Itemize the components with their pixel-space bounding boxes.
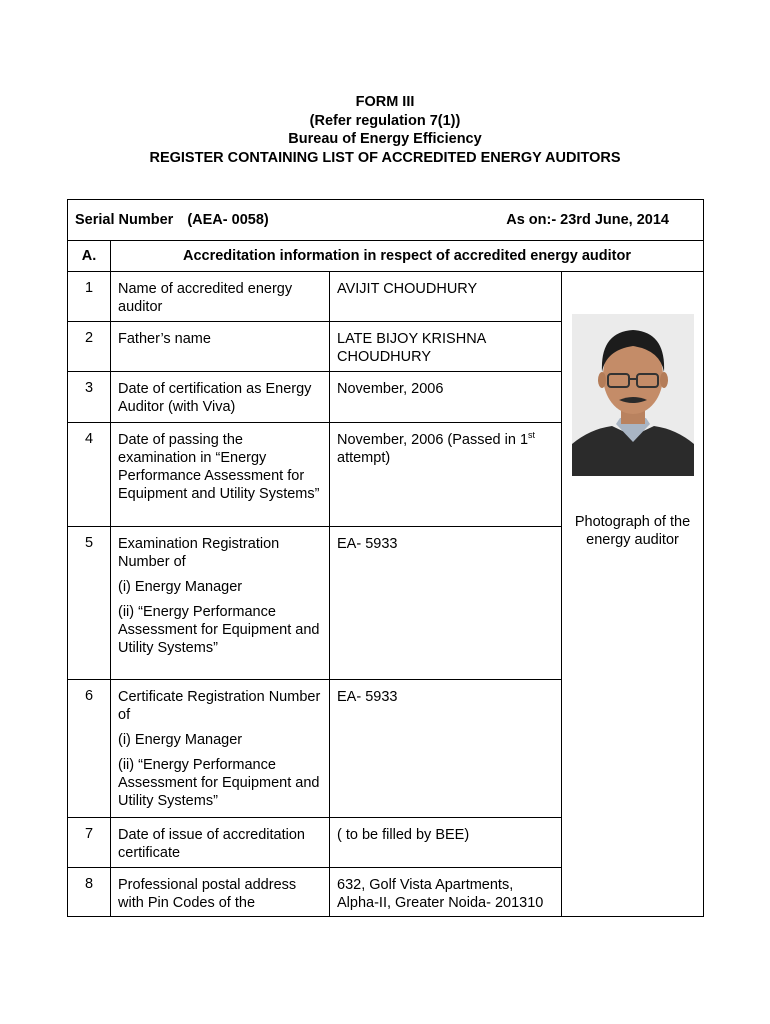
- row-value: November, 2006: [330, 372, 562, 423]
- row-value: EA- 5933: [330, 680, 562, 818]
- row-sublabel: (i) Energy Manager: [118, 732, 243, 748]
- photo-caption: Photograph of the energy auditor: [574, 514, 691, 548]
- row-number: 1: [68, 272, 111, 322]
- row-number: 2: [68, 322, 111, 372]
- form-number: FORM III: [355, 94, 415, 110]
- row-label: Date of issue of accreditation certificate: [111, 818, 330, 868]
- row-label: Certificate Registration Number of (i) Energy Manager (ii) “Energy Performance Assessment for Equipment and Utility Systems”: [111, 680, 330, 818]
- row-sublabel: (ii) “Energy Performance Assessment for Equipment and Utility Systems”: [118, 757, 320, 809]
- row-value: AVIJIT CHOUDHURY: [330, 272, 562, 322]
- auditor-photo: [572, 314, 694, 476]
- section-title: Accreditation information in respect of accredited energy auditor: [111, 241, 704, 272]
- row-sublabel: (ii) “Energy Performance Assessment for Equipment and Utility Systems”: [118, 604, 320, 656]
- row-label: Date of certification as Energy Auditor (with Viva): [111, 372, 330, 423]
- auditor-register-table: [67, 199, 704, 917]
- as-on-date: As on:- 23rd June, 2014: [506, 212, 669, 228]
- row-value: EA- 5933: [330, 527, 562, 680]
- row-label: Examination Registration Number of (i) Energy Manager (ii) “Energy Performance Assessment for Equipment and Utility Systems”: [111, 527, 330, 680]
- section-row: [68, 241, 704, 272]
- table-row: [68, 272, 704, 322]
- row-label: Father’s name: [111, 322, 330, 372]
- serial-row: [68, 200, 704, 241]
- row-value: ( to be filled by BEE): [330, 818, 562, 868]
- row-value: 632, Golf Vista Apartments, Alpha-II, Greater Noida- 201310: [330, 868, 562, 917]
- row-number: 5: [68, 527, 111, 680]
- photo-cell: [562, 272, 704, 917]
- section-letter: A.: [68, 241, 111, 272]
- regulation-reference: (Refer regulation 7(1)): [309, 112, 461, 129]
- row-number: 3: [68, 372, 111, 423]
- row-number: 6: [68, 680, 111, 818]
- row-label: Professional postal address with Pin Codes of the: [111, 868, 330, 917]
- organization-name: Bureau of Energy Efficiency: [288, 131, 482, 147]
- serial-code: (AEA- 0058): [187, 212, 269, 228]
- form-header: [0, 93, 770, 167]
- serial-number-label: Serial Number (AEA- 0058): [75, 212, 269, 228]
- row-number: 7: [68, 818, 111, 868]
- row-label: Name of accredited energy auditor: [111, 272, 330, 322]
- row-number: 4: [68, 423, 111, 527]
- row-value: LATE BIJOY KRISHNA CHOUDHURY: [330, 322, 562, 372]
- row-value: November, 2006 (Passed in 1st attempt): [330, 423, 562, 527]
- register-title: REGISTER CONTAINING LIST OF ACCREDITED ENERGY AUDITORS: [149, 149, 621, 166]
- row-label: Date of passing the examination in “Energy Performance Assessment for Equipment and Utility Systems”: [111, 423, 330, 527]
- row-sublabel: (i) Energy Manager: [118, 579, 243, 595]
- row-number: 8: [68, 868, 111, 917]
